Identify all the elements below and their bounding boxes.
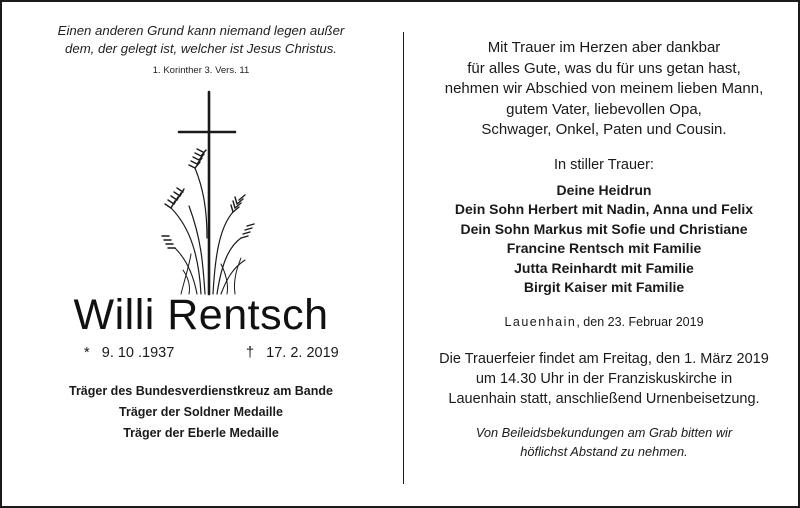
honor-item: Träger der Eberle Medaille — [123, 426, 279, 440]
honors-list — [16, 381, 386, 444]
quote-line: Einen anderen Grund kann niemand legen außer — [57, 23, 345, 38]
text-line: Lauenhain statt, anschließend Urnenbeisetzung. — [448, 391, 760, 408]
life-dates — [16, 345, 386, 367]
mourner-item: Dein Sohn Markus mit Sofie und Christiane — [460, 220, 748, 237]
birth-star-icon: * — [84, 345, 90, 361]
farewell-text — [414, 38, 794, 141]
mourners-list — [414, 181, 794, 299]
notice-date: , den 23. Februar 2019 — [576, 315, 704, 330]
death-info — [246, 345, 339, 361]
left-column — [16, 22, 386, 444]
honor-item: Träger des Bundesverdienstkreuz am Bande — [69, 384, 333, 398]
text-line: Schwager, Onkel, Paten und Cousin. — [481, 121, 727, 138]
text-line: höflichst Abstand zu nehmen. — [520, 444, 688, 460]
cross-with-wheat-icon — [16, 88, 386, 298]
column-divider — [403, 32, 404, 484]
mourning-label: In stiller Trauer: — [554, 156, 654, 173]
quote-reference: 1. Korinther 3. Vers. 11 — [152, 65, 250, 76]
funeral-service-info — [414, 349, 794, 409]
deceased-name: Willi Rentsch — [73, 291, 329, 339]
birth-info — [84, 345, 174, 361]
bible-quote — [16, 22, 386, 58]
condolence-note — [414, 423, 794, 461]
text-line: nehmen wir Abschied von meinem lieben Mann, — [444, 80, 764, 97]
birth-date: 9. 10 .1937 — [101, 345, 175, 361]
quote-line: dem, der gelegt ist, welcher ist Jesus Christus. — [65, 41, 337, 56]
text-line: für alles Gute, was du für uns getan hast, — [467, 59, 741, 77]
mourner-item: Dein Sohn Herbert mit Nadin, Anna und Felix — [454, 201, 754, 218]
place-and-date — [414, 315, 794, 329]
mourner-item: Birgit Kaiser mit Familie — [523, 279, 685, 296]
text-line: gutem Vater, liebevollen Opa, — [506, 100, 702, 118]
mourner-item: Deine Heidrun — [556, 181, 652, 198]
mourner-item: Francine Rentsch mit Familie — [506, 240, 702, 257]
place-name: Lauenhain — [504, 315, 577, 330]
text-line: Von Beileidsbekundungen am Grab bitten wir — [475, 425, 733, 441]
text-line: um 14.30 Uhr in der Franziskuskirche in — [475, 371, 733, 388]
death-date: 17. 2. 2019 — [266, 345, 339, 361]
death-cross-icon: † — [246, 345, 255, 361]
text-line: Mit Trauer im Herzen aber dankbar — [487, 39, 721, 56]
right-column — [414, 38, 794, 461]
mourner-item: Jutta Reinhardt mit Familie — [514, 259, 694, 276]
cross-with-wheat-graphic — [141, 88, 261, 298]
text-line: Die Trauerfeier findet am Freitag, den 1. März 2019 — [439, 351, 769, 368]
honor-item: Träger der Soldner Medaille — [119, 405, 283, 419]
